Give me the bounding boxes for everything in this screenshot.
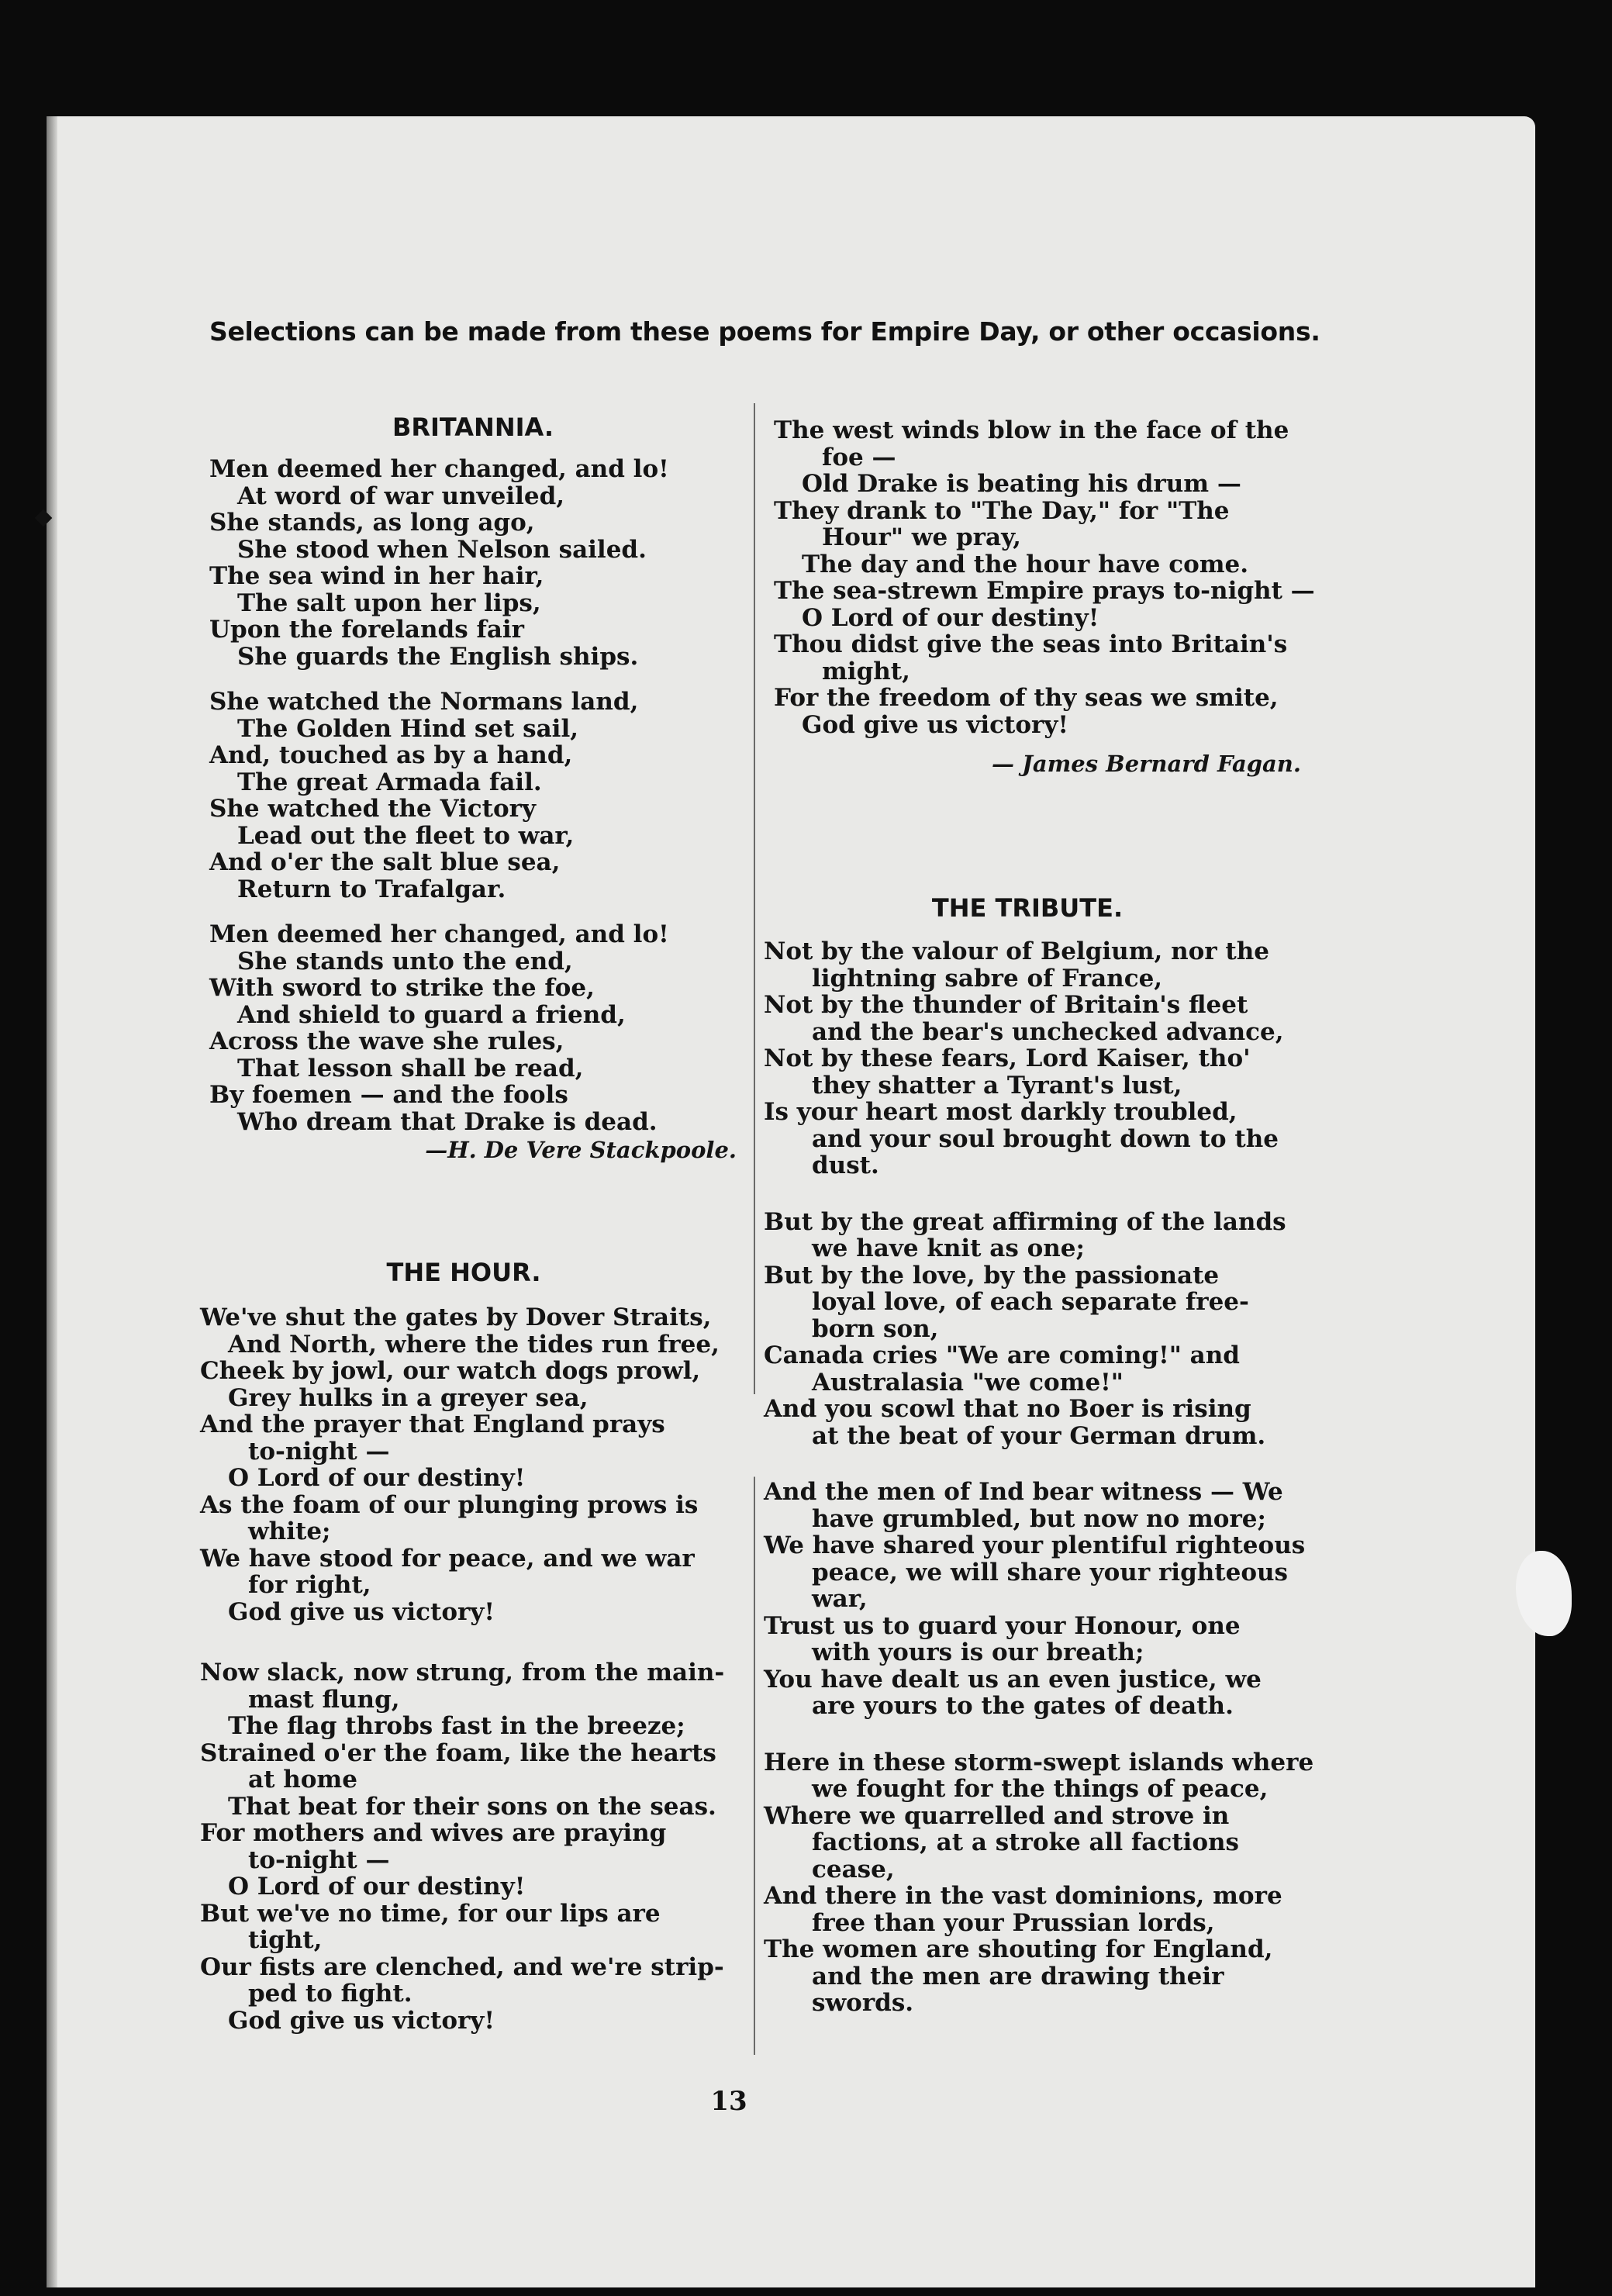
poem-title: THE HOUR. <box>386 1258 541 1287</box>
verse-line: we fought for the things of peace, <box>812 1775 1269 1803</box>
verse-line: The great Armada fail. <box>237 768 542 796</box>
verse-line: And you scowl that no Boer is rising <box>764 1395 1251 1423</box>
verse-line: and your soul brought down to the <box>812 1124 1279 1153</box>
poem-title: BRITANNIA. <box>392 413 554 442</box>
verse-line: Cheek by jowl, our watch dogs prowl, <box>200 1357 701 1385</box>
verse-line: As the foam of our plunging prows is <box>200 1490 699 1519</box>
verse-line: At word of war unveiled, <box>237 482 565 510</box>
verse-line: That beat for their sons on the seas. <box>228 1792 716 1821</box>
verse-line: The salt upon her lips, <box>237 589 541 617</box>
verse-line: they shatter a Tyrant's lust, <box>812 1071 1182 1100</box>
verse-line: The sea wind in her hair, <box>209 562 544 590</box>
verse-line: By foemen — and the fools <box>209 1081 568 1109</box>
verse-line: The west winds blow in the face of the <box>774 416 1289 444</box>
verse-line: lightning sabre of France, <box>812 964 1163 993</box>
verse-line: Return to Trafalgar. <box>237 875 506 903</box>
verse-line: foe — <box>822 443 896 471</box>
verse-line: She stands unto the end, <box>237 947 573 975</box>
verse-line: O Lord of our destiny! <box>802 603 1099 632</box>
verse-line: But we've no time, for our lips are <box>200 1899 661 1928</box>
verse-line: God give us victory! <box>228 2006 495 2035</box>
verse-line: are yours to the gates of death. <box>812 1692 1234 1720</box>
verse-line: to-night — <box>248 1845 390 1874</box>
verse-line: The Golden Hind set sail, <box>237 714 579 743</box>
stanza <box>764 1209 1291 1450</box>
stanza <box>774 416 1315 739</box>
verse-line: Strained o'er the foam, like the hearts <box>200 1738 716 1767</box>
verse-line: Where we quarrelled and strove in <box>764 1801 1230 1830</box>
verse-line: dust. <box>812 1151 879 1179</box>
page-number: 13 <box>710 2086 747 2117</box>
poem-the-hour-continued <box>774 416 1315 777</box>
verse-line: The flag throbs fast in the breeze; <box>228 1712 685 1740</box>
verse-line: cease, <box>812 1855 895 1883</box>
verse-line: You have dealt us an even justice, we <box>764 1665 1262 1694</box>
verse-line: Now slack, now strung, from the main- <box>200 1659 725 1687</box>
verse-line: That lesson shall be read, <box>237 1054 584 1082</box>
verse-line: For the freedom of thy seas we smite, <box>774 684 1279 712</box>
poem-title: THE TRIBUTE. <box>931 893 1124 923</box>
verse-line: free than your Prussian lords, <box>812 1908 1215 1937</box>
verse-line: peace, we will share your righteous <box>812 1558 1288 1586</box>
verse-line: O Lord of our destiny! <box>228 1873 526 1901</box>
verse-line: God give us victory! <box>228 1597 495 1626</box>
verse-line: And the prayer that England prays <box>200 1410 665 1438</box>
verse-line: God give us victory! <box>802 710 1068 739</box>
verse-line: We've shut the gates by Dover Straits, <box>200 1303 712 1331</box>
verse-line: born son, <box>812 1314 939 1343</box>
verse-line: She watched the Victory <box>209 795 537 823</box>
verse-line: Australasia "we come!" <box>812 1368 1124 1397</box>
verse-line: And North, where the tides run free, <box>228 1330 720 1359</box>
verse-line: Here in these storm-swept islands where <box>764 1748 1314 1776</box>
stanza <box>764 1748 1314 2017</box>
verse-line: Thou didst give the seas into Britain's <box>774 630 1288 658</box>
verse-line: She stands, as long ago, <box>209 509 535 537</box>
verse-line: We have shared your plentiful righteous <box>764 1531 1306 1559</box>
stanza <box>209 689 737 903</box>
stanza <box>209 456 737 670</box>
verse-line: for right, <box>248 1571 371 1599</box>
verse-line: But by the great affirming of the lands <box>764 1207 1286 1236</box>
verse-line: Across the wave she rules, <box>209 1027 564 1055</box>
stanza <box>209 921 737 1135</box>
page-header: Selections can be made from these poems for Empire Day, or other occasions. <box>209 316 1320 347</box>
verse-line: But by the love, by the passionate <box>764 1261 1220 1290</box>
verse-line: Old Drake is beating his drum — <box>802 470 1241 498</box>
verse-line: and the men are drawing their <box>812 1962 1224 1990</box>
verse-line: For mothers and wives are praying <box>200 1819 667 1847</box>
verse-line: And the men of Ind bear witness — We <box>764 1478 1283 1506</box>
verse-line: Canada cries "We are coming!" and <box>764 1341 1240 1369</box>
verse-line: war, <box>812 1585 868 1613</box>
verse-line: Not by the valour of Belgium, nor the <box>764 937 1269 965</box>
verse-line: And shield to guard a friend, <box>237 1000 626 1029</box>
verse-line: we have knit as one; <box>812 1234 1085 1262</box>
poem-author: —H. De Vere Stackpoole. <box>425 1137 737 1163</box>
verse-line: The women are shouting for England, <box>764 1935 1273 1963</box>
poem-the-tribute <box>764 893 1314 2017</box>
verse-line: She watched the Normans land, <box>209 688 639 716</box>
verse-line: O Lord of our destiny! <box>228 1464 526 1492</box>
stanza <box>200 1659 727 2034</box>
verse-line: tight, <box>248 1926 323 1954</box>
verse-line: Lead out the fleet to war, <box>237 821 575 850</box>
column-divider <box>754 403 755 2055</box>
verse-line: white; <box>248 1517 331 1545</box>
verse-line: Our fists are clenched, and we're strip- <box>200 1952 724 1981</box>
verse-line: Hour" we pray, <box>822 523 1021 551</box>
verse-line: with yours is our breath; <box>812 1638 1144 1666</box>
poem-the-hour <box>200 1258 727 2034</box>
verse-line: And o'er the salt blue sea, <box>209 848 561 876</box>
stanza <box>764 938 1291 1179</box>
verse-line: Not by these fears, Lord Kaiser, tho' <box>764 1044 1251 1072</box>
stanza <box>200 1304 727 1625</box>
verse-line: The day and the hour have come. <box>802 550 1249 578</box>
verse-line: might, <box>822 657 910 685</box>
verse-line: ped to fight. <box>248 1980 412 2008</box>
page-spine <box>47 116 57 2287</box>
verse-line: factions, at a stroke all factions <box>812 1828 1239 1856</box>
verse-line: Who dream that Drake is dead. <box>237 1107 658 1136</box>
verse-line: She guards the English ships. <box>237 642 639 671</box>
verse-line: We have stood for peace, and we war <box>200 1544 695 1573</box>
poem-britannia <box>209 413 737 1163</box>
verse-line: to-night — <box>248 1437 390 1466</box>
verse-line: loyal love, of each separate free- <box>812 1288 1249 1316</box>
verse-line: The sea-strewn Empire prays to-night — <box>774 577 1315 605</box>
verse-line: And there in the vast dominions, more <box>764 1882 1282 1910</box>
verse-line: and the bear's unchecked advance, <box>812 1017 1284 1046</box>
poem-author: — James Bernard Fagan. <box>992 751 1301 777</box>
verse-line: She stood when Nelson sailed. <box>237 535 647 564</box>
stanza <box>764 1478 1306 1720</box>
verse-line: Men deemed her changed, and lo! <box>209 455 669 483</box>
verse-line: have grumbled, but now no more; <box>812 1504 1266 1533</box>
verse-line: at home <box>248 1766 357 1794</box>
verse-line: Trust us to guard your Honour, one <box>764 1611 1241 1640</box>
verse-line: Not by the thunder of Britain's fleet <box>764 991 1248 1019</box>
verse-line: Men deemed her changed, and lo! <box>209 920 669 948</box>
verse-line: And, touched as by a hand, <box>209 741 573 769</box>
verse-line: swords. <box>812 1989 914 2017</box>
verse-line: mast flung, <box>248 1685 400 1714</box>
verse-line: at the beat of your German drum. <box>812 1421 1266 1450</box>
verse-line: With sword to strike the foe, <box>209 974 595 1002</box>
verse-line: Is your heart most darkly troubled, <box>764 1098 1237 1126</box>
verse-line: Grey hulks in a greyer sea, <box>228 1383 589 1412</box>
verse-line: They drank to "The Day," for "The <box>774 496 1230 525</box>
verse-line: Upon the forelands fair <box>209 616 525 644</box>
